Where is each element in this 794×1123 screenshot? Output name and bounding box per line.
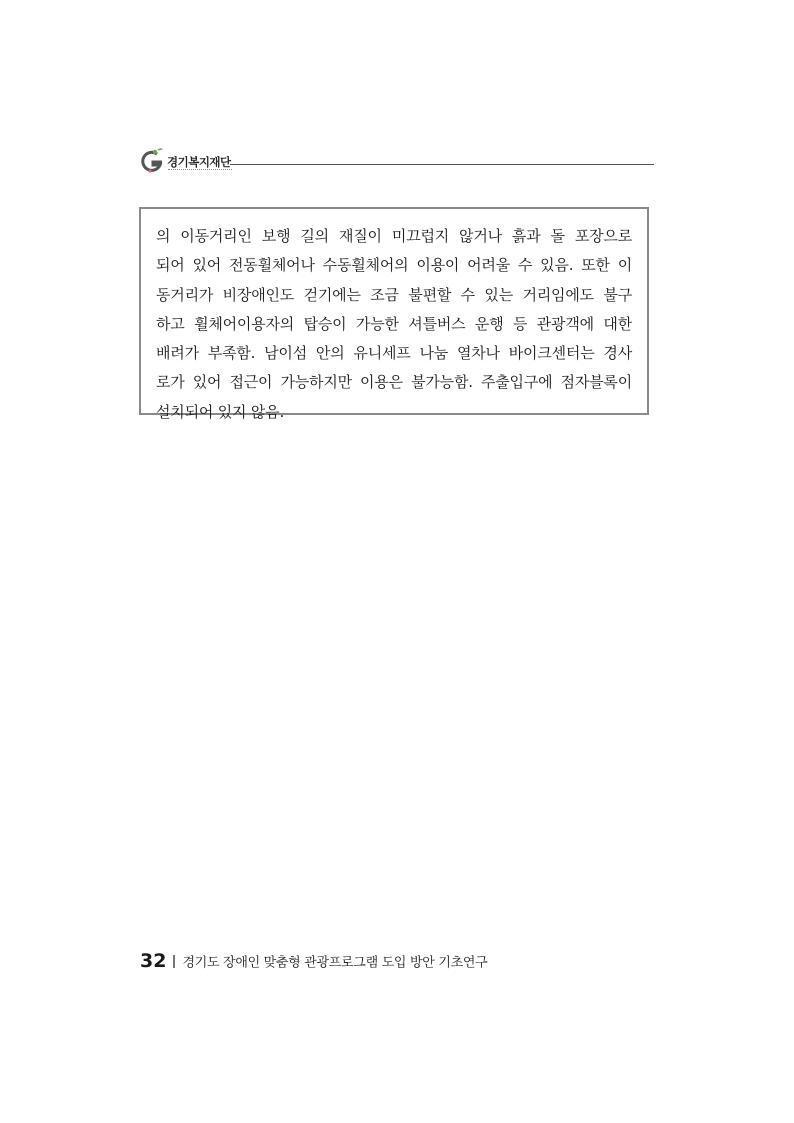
paragraph-line: 배려가 부족함. 남이섬 안의 유니세프 나눔 열차나 바이크센터는 경사 [156,344,632,363]
header-rule [230,164,654,165]
paragraph-line: 하고 휠체어이용자의 탑승이 가능한 셔틀버스 운행 등 관광객에 대한 [156,314,632,333]
foundation-logo-icon [138,146,168,176]
page-header [138,146,654,176]
paragraph-line: 동거리가 비장애인도 걷기에는 조금 불편할 수 있는 거리임에도 불구 [156,285,632,304]
paragraph-line: 설치되어 있지 않음. [156,402,285,421]
body-paragraph [156,222,632,427]
paragraph-line: 의 이동거리인 보행 길의 재질이 미끄럽지 않거나 흙과 돌 포장으로 [156,227,632,245]
footer-separator [173,955,175,968]
paragraph-line: 되어 있어 전동휠체어나 수동휠체어의 이용이 어려울 수 있음. 또한 이 [156,256,632,275]
page-number: 32 [140,950,167,972]
text-box [139,207,649,421]
document-title: 경기도 장애인 맞춤형 관광프로그램 도입 방안 기초연구 [182,955,488,971]
paragraph-line: 로가 있어 접근이 가능하지만 이용은 불가능함. 주출입구에 점자블록이 [156,373,632,392]
organization-subtitle-line [168,169,232,172]
page-footer [140,950,487,976]
organization-name: 경기복지재단 [167,155,231,169]
